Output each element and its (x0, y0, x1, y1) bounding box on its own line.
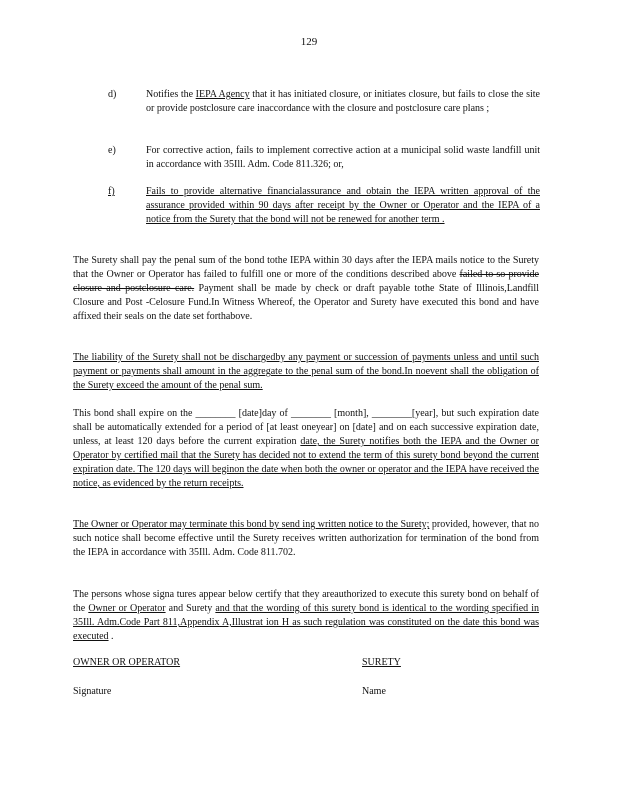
termination-notice-text: The Owner or Operator may terminate this bond by send ing written notice to the Surety; (73, 519, 430, 530)
owner-operator-signature-label: OWNER OR OPERATOR (73, 657, 181, 668)
surety-signature-label: SURETY (362, 657, 401, 668)
list-marker-d: d) (108, 89, 117, 100)
list-item-d (108, 88, 540, 116)
list-item-e-text: For corrective action, fails to implement corrective action at a municipal solid waste landfill unit in accordance with 35Ill. Adm. Code 811.326; or, (146, 145, 540, 170)
surety-payment-paragraph: The Surety shall pay the penal sum of the bond tothe IEPA within 30 days after the IEPA mails notice to the Surety that the Owner or Operator has failed to fulfill one or more of the conditions described above failed to so provide closure and postclosure care. Payment shall be made by check or draft payable tothe State of Illinois,Landfill Closure and Post -Celosure Fund.In Witness Whereof, the Operator and Surety have executed this bond and have affixed their seals on the date set forthabove. (73, 255, 539, 322)
struck-text: failed to so provide closure and postclosure care. (73, 269, 539, 294)
liability-paragraph: The liability of the Surety shall not be dischargedby any payment or succession of payments unless and until such payment or payments shall amount in the aggregate to the penal sum of the bond.In noevent shall the obligation of the Surety exceed the amount of the penal sum. (73, 352, 539, 391)
expiration-notice-text: date, the Surety notifies both the IEPA and the Owner or Operator by certified mail that the Surety has decided not to extend the term of this surety bond beyond the current expiration date. The 120 days will beginon the date when both the owner or operator and the IEPA have received the notice, as evidenced by the return receipts. (73, 436, 540, 489)
expiration-paragraph: This bond shall expire on the ________ [date]day of ________ [month], ________[year], but such expiration date shall be automatically extended for a period of [at least oneyear] on [date] and on each successive expiration date, unless, at least 120 days before the current expiration date, the Surety notifies both the IEPA and the Owner or Operator by certified mail that the Surety has decided not to extend the term of this surety bond beyond the current expiration date. The 120 days will beginon the date when both the owner or operator and the IEPA have received the notice, as evidenced by the return receipts. (73, 408, 540, 489)
list-item-d-text: Notifies the IEPA Agency that it has initiated closure, or initiates closure, but fails to close the site or provide postclosure care inaccordance with the closure and postclosure care plans ; (146, 89, 540, 114)
list-item-e (108, 144, 540, 172)
signature-field-label: Signature (73, 686, 112, 697)
name-field-label: Name (362, 686, 386, 697)
page-number: 129 (300, 36, 318, 48)
list-item-f-text: Fails to provide alternative financialassurance and obtain the IEPA written approval of the assurance provided within 90 days after receipt by the Owner or Operator and the IEPA of a notice from the Surety that the bond will not be renewed for another term . (146, 186, 540, 225)
list-item-f (108, 185, 540, 227)
list-marker-f: f) (108, 186, 115, 197)
termination-paragraph: The Owner or Operator may terminate this bond by send ing written notice to the Surety; provided, however, that no such notice shall become effective until the Surety receives written authorization for termination of the bond from the IEPA in accordance with 35Ill. Adm. Code 811.702. (73, 519, 539, 558)
iepa-agency-text: IEPA Agency (195, 89, 250, 100)
wording-identical-text: and that the wording of this surety bond is identical to the wording specified in 35Ill. Adm.Code Part 811,Appendix A,Illustrat ion H as such regulation was constituted on the date this bond was executed (73, 603, 540, 642)
owner-operator-text: Owner or Operator (88, 603, 166, 614)
list-marker-e: e) (108, 145, 116, 156)
certification-paragraph: The persons whose signa tures appear below certify that they areauthorized to execute this surety bond on behalf of the Owner or Operator and Surety and that the wording of this surety bond is identical to the wording specified in 35Ill. Adm.Code Part 811,Appendix A,Illustrat ion H as such regulation was constituted on the date this bond was executed . (73, 589, 540, 642)
